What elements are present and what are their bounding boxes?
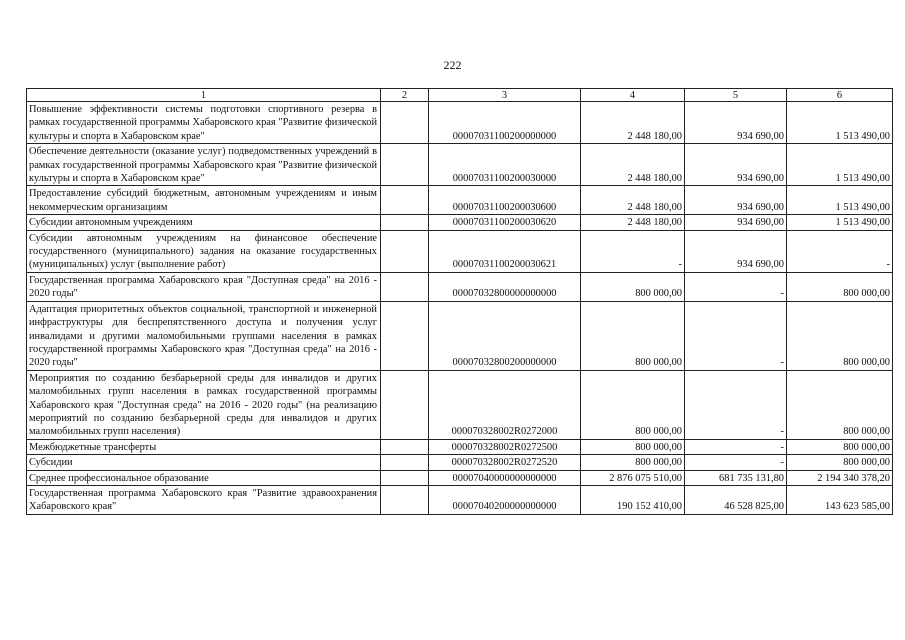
row-name: Предоставление субсидий бюджетным, автономным учреждениям и иным некоммерческим организациям — [27, 186, 381, 215]
row-name: Государственная программа Хабаровского края "Развитие здравоохранения Хабаровского края" — [27, 485, 381, 514]
row-value-5: 934 690,00 — [685, 230, 787, 272]
row-code: 00007031100200030620 — [429, 215, 581, 230]
page-number: 222 — [443, 58, 462, 72]
row-code: 00007031100200000000 — [429, 102, 581, 144]
table-row — [27, 272, 893, 301]
row-col2 — [381, 102, 429, 144]
row-value-5: 681 735 131,80 — [685, 470, 787, 485]
row-name: Межбюджетные трансферты — [27, 439, 381, 454]
row-code: 00007040200000000000 — [429, 485, 581, 514]
row-value-5: 934 690,00 — [685, 102, 787, 144]
row-value-4: 800 000,00 — [581, 301, 685, 370]
row-name: Государственная программа Хабаровского края "Доступная среда" на 2016 - 2020 годы" — [27, 272, 381, 301]
row-col2 — [381, 485, 429, 514]
row-value-4: 800 000,00 — [581, 370, 685, 439]
row-value-5: 934 690,00 — [685, 144, 787, 186]
row-value-6: 800 000,00 — [787, 301, 893, 370]
row-value-4: 2 876 075 510,00 — [581, 470, 685, 485]
table-row — [27, 470, 893, 485]
row-value-6: 2 194 340 378,20 — [787, 470, 893, 485]
row-value-5: - — [685, 455, 787, 470]
row-name: Повышение эффективности системы подготовки спортивного резерва в рамках государственной программы Хабаровского края "Развитие физической культуры и спорта в Хабаровском крае" — [27, 102, 381, 144]
row-value-6: 1 513 490,00 — [787, 144, 893, 186]
row-code: 00007032800200000000 — [429, 301, 581, 370]
header-cell-6: 6 — [787, 89, 893, 102]
header-cell-3: 3 — [429, 89, 581, 102]
row-code: 00007031100200030000 — [429, 144, 581, 186]
row-value-6: 800 000,00 — [787, 272, 893, 301]
row-code: 00007031100200030621 — [429, 230, 581, 272]
row-value-5: - — [685, 439, 787, 454]
budget-table — [26, 88, 893, 515]
row-value-6: 1 513 490,00 — [787, 186, 893, 215]
header-cell-2: 2 — [381, 89, 429, 102]
row-value-6: 143 623 585,00 — [787, 485, 893, 514]
row-value-4: 2 448 180,00 — [581, 102, 685, 144]
row-name: Субсидии автономным учреждениям — [27, 215, 381, 230]
row-value-5: 934 690,00 — [685, 186, 787, 215]
row-value-5: - — [685, 370, 787, 439]
row-value-6: 800 000,00 — [787, 370, 893, 439]
row-value-4: 190 152 410,00 — [581, 485, 685, 514]
table-row — [27, 186, 893, 215]
row-name: Среднее профессиональное образование — [27, 470, 381, 485]
row-value-6: 800 000,00 — [787, 439, 893, 454]
table-row — [27, 485, 893, 514]
header-cell-5: 5 — [685, 89, 787, 102]
row-col2 — [381, 439, 429, 454]
row-col2 — [381, 186, 429, 215]
row-value-6: 1 513 490,00 — [787, 102, 893, 144]
table-row — [27, 439, 893, 454]
row-value-4: 800 000,00 — [581, 272, 685, 301]
row-name: Мероприятия по созданию безбарьерной среды для инвалидов и других маломобильных групп населения в рамках государственной программы Хабаровского края "Доступная среда" на 2016 - 2020 годы" (на реализацию мероприятий по созданию безбарьерной среды для инвалидов и других маломобильных групп населения) — [27, 370, 381, 439]
row-value-4: 800 000,00 — [581, 439, 685, 454]
row-value-5: - — [685, 272, 787, 301]
row-value-6: 800 000,00 — [787, 455, 893, 470]
row-value-4: - — [581, 230, 685, 272]
table-row — [27, 301, 893, 370]
row-value-5: - — [685, 301, 787, 370]
row-name: Адаптация приоритетных объектов социальной, транспортной и инженерной инфраструктуры для беспрепятственного доступа и получения услуг инвалидами и другими маломобильными группами населения в рамках государственной программы Хабаровского края "Доступная среда" на 2016 - 2020 годы" — [27, 301, 381, 370]
row-code: 00007032800000000000 — [429, 272, 581, 301]
row-col2 — [381, 215, 429, 230]
row-value-4: 2 448 180,00 — [581, 215, 685, 230]
row-value-4: 2 448 180,00 — [581, 186, 685, 215]
row-col2 — [381, 370, 429, 439]
table-row — [27, 230, 893, 272]
table-row — [27, 215, 893, 230]
row-col2 — [381, 301, 429, 370]
row-code: 000070328002R0272500 — [429, 439, 581, 454]
header-row — [27, 89, 893, 102]
table-row — [27, 144, 893, 186]
row-code: 000070328002R0272520 — [429, 455, 581, 470]
header-cell-1: 1 — [27, 89, 381, 102]
row-name: Субсидии — [27, 455, 381, 470]
row-col2 — [381, 455, 429, 470]
row-code: 000070328002R0272000 — [429, 370, 581, 439]
row-value-5: 934 690,00 — [685, 215, 787, 230]
row-name: Субсидии автономным учреждениям на финансовое обеспечение государственного (муниципального) задания на оказание государственных (муниципальных) услуг (выполнение работ) — [27, 230, 381, 272]
row-col2 — [381, 230, 429, 272]
table-row — [27, 370, 893, 439]
row-col2 — [381, 272, 429, 301]
row-value-4: 2 448 180,00 — [581, 144, 685, 186]
row-value-6: - — [787, 230, 893, 272]
row-code: 00007031100200030600 — [429, 186, 581, 215]
row-code: 00007040000000000000 — [429, 470, 581, 485]
row-col2 — [381, 470, 429, 485]
row-name: Обеспечение деятельности (оказание услуг) подведомственных учреждений в рамках государственной программы Хабаровского края "Развитие физической культуры и спорта в Хабаровском крае" — [27, 144, 381, 186]
row-value-4: 800 000,00 — [581, 455, 685, 470]
row-value-6: 1 513 490,00 — [787, 215, 893, 230]
row-value-5: 46 528 825,00 — [685, 485, 787, 514]
table-row — [27, 455, 893, 470]
table-row — [27, 102, 893, 144]
header-cell-4: 4 — [581, 89, 685, 102]
row-col2 — [381, 144, 429, 186]
